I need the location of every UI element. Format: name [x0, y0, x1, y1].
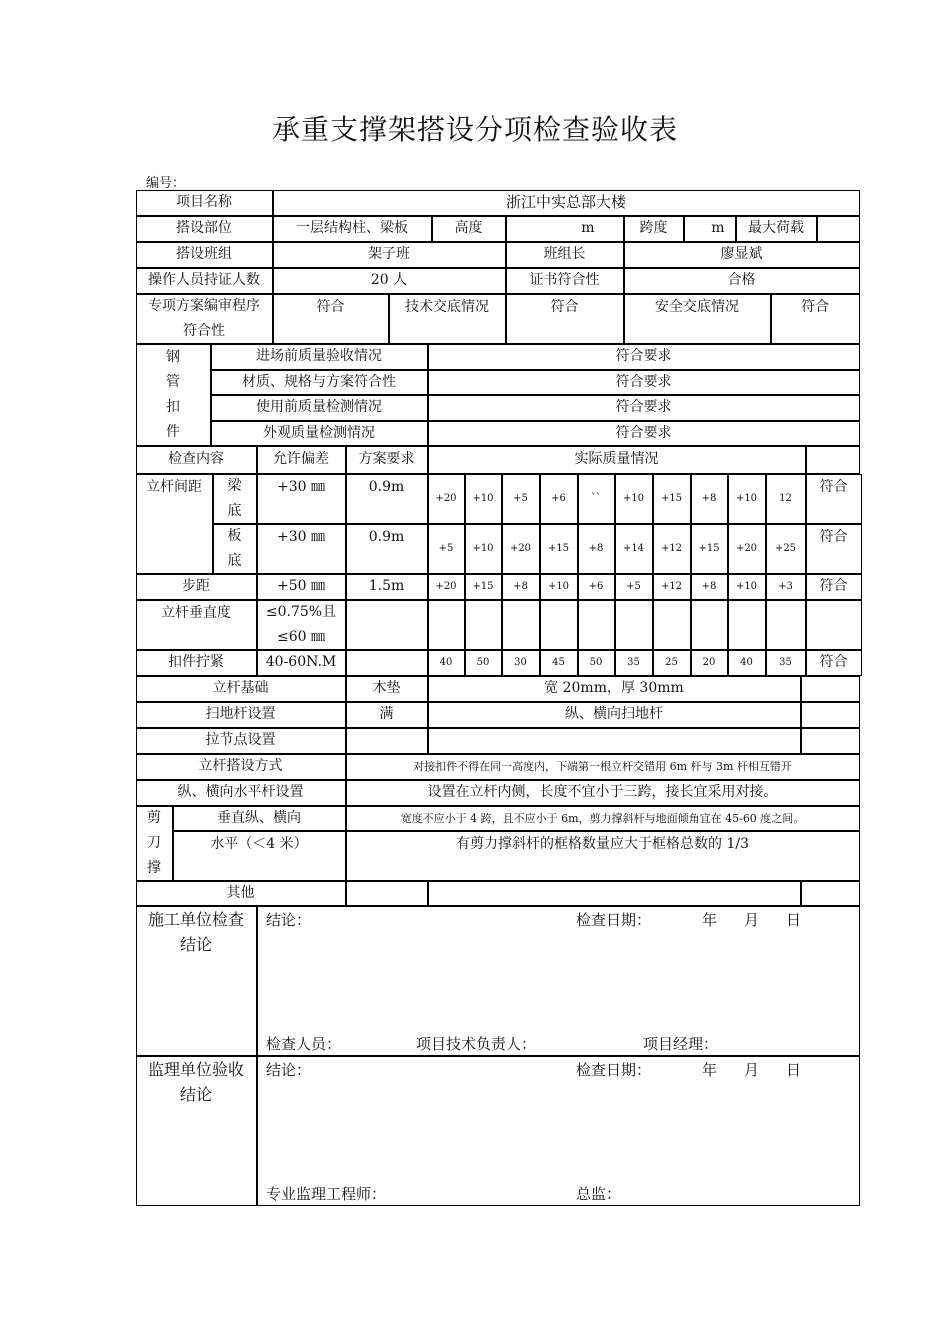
torque-label: 扣件拧紧 — [136, 650, 257, 676]
col-actual-header: 实际质量情况 — [428, 446, 806, 474]
beam-bottom-label — [213, 474, 257, 524]
measured-value-cell: +10 — [728, 474, 766, 524]
supervision-conclusion-label: 结论： — [266, 1061, 312, 1079]
steel-char: 钢 — [166, 348, 180, 365]
page-title: 承重支撑架搭设分项检查验收表 — [271, 113, 678, 146]
measured-value-cell: +5 — [428, 524, 465, 574]
verticality-plan — [346, 600, 428, 650]
measured-value-cell: +8 — [578, 524, 615, 574]
construction-label-line2: 结论 — [179, 934, 212, 954]
leader-value: 廖显斌 — [624, 242, 860, 268]
construction-conclusion-box — [257, 906, 860, 1056]
measured-value-cell: +10 — [615, 474, 653, 524]
height-unit: m — [506, 216, 624, 242]
measured-value-cell: 45 — [540, 650, 578, 676]
measured-value-cell: 20 — [691, 650, 728, 676]
supervision-year: 年 — [702, 1061, 718, 1079]
safety-briefing-value: 符合 — [771, 294, 860, 344]
sweep-desc: 纵、横向扫地杆 — [428, 702, 801, 728]
steel-result: 符合要求 — [428, 421, 860, 446]
steel-item: 材质、规格与方案符合性 — [211, 370, 428, 395]
construction-unit-label — [136, 906, 257, 1056]
step-label: 步距 — [136, 574, 257, 600]
supervision-day: 日 — [786, 1061, 802, 1079]
measured-value-cell: +20 — [502, 524, 540, 574]
torque-plan — [346, 650, 428, 676]
brace-horizontal-label: 水平（＜4 米） — [173, 831, 346, 881]
measured-value-cell: +15 — [465, 574, 502, 600]
verticality-tolerance-line2: ≤60 ㎜ — [277, 628, 325, 645]
steel-char: 扣 — [166, 398, 180, 415]
leader-label: 班组长 — [506, 242, 624, 268]
step-result: 符合 — [806, 574, 862, 600]
measured-value-cell: +25 — [766, 524, 806, 574]
measured-value-cell: +5 — [502, 474, 540, 524]
verticality-label: 立杆垂直度 — [136, 600, 257, 650]
certified-label: 操作人员持证人数 — [136, 268, 273, 294]
supervision-unit-label — [136, 1056, 257, 1206]
beam-plan: 0.9m — [346, 474, 428, 524]
brace-vertical-label: 垂直纵、横向 — [173, 806, 346, 831]
project-name-label: 项目名称 — [136, 190, 273, 216]
other-label: 其他 — [136, 881, 346, 906]
measured-value-cell — [691, 600, 728, 650]
measured-value-cell — [653, 600, 691, 650]
foundation-type: 木垫 — [346, 676, 428, 702]
supervision-label-line1: 监理单位验收 — [147, 1059, 244, 1079]
team-label: 搭设班组 — [136, 242, 273, 268]
measured-value-cell: 25 — [653, 650, 691, 676]
steel-item: 外观质量检测情况 — [211, 421, 428, 446]
brace-vertical-desc: 宽度不应小于 4 跨，且不应小于 6m，剪力撑斜杆与地面倾角宜在 45-60 度之间。 — [346, 806, 860, 831]
construction-label-line1: 施工单位检查 — [147, 909, 244, 929]
measured-value-cell: 12 — [766, 474, 806, 524]
certified-value: 20 人 — [273, 268, 506, 294]
pole-spacing-label: 立杆间距 — [136, 474, 213, 574]
location-value: 一层结构柱、梁板 — [273, 216, 432, 242]
construction-conclusion-label: 结论： — [266, 911, 312, 929]
measured-value-cell: +8 — [691, 474, 728, 524]
project-manager-label: 项目经理： — [643, 1035, 719, 1053]
measured-value-cell — [766, 600, 806, 650]
measured-value-cell — [428, 600, 465, 650]
sweep-type: 满 — [346, 702, 428, 728]
measured-value-cell: 50 — [465, 650, 502, 676]
measured-value-cell: +3 — [766, 574, 806, 600]
steel-item: 进场前质量验收情况 — [211, 344, 428, 370]
tech-lead-label: 项目技术负责人： — [416, 1035, 537, 1053]
steel-result: 符合要求 — [428, 395, 860, 421]
measured-value-cell — [615, 600, 653, 650]
sweep-result — [801, 702, 860, 728]
verticality-tolerance-line1: ≤0.75%且 — [265, 603, 337, 620]
steel-char: 件 — [166, 423, 180, 440]
steel-result: 符合要求 — [428, 370, 860, 395]
measured-value-cell: +8 — [502, 574, 540, 600]
slab-char: 底 — [227, 552, 242, 569]
team-value: 架子班 — [273, 242, 506, 268]
supervision-date-label: 检查日期： — [576, 1061, 652, 1079]
measured-value-cell: +15 — [540, 524, 578, 574]
steel-item: 使用前质量检测情况 — [211, 395, 428, 421]
max-load-value — [817, 216, 860, 242]
construction-year: 年 — [702, 911, 718, 929]
plan-approval-value: 符合 — [273, 294, 389, 344]
col-plan-header: 方案要求 — [346, 446, 428, 474]
tech-briefing-label: 技术交底情况 — [389, 294, 506, 344]
torque-tolerance: 40-60N.M — [257, 650, 346, 676]
slab-plan: 0.9m — [346, 524, 428, 574]
measured-value-cell: +10 — [540, 574, 578, 600]
torque-result: 符合 — [806, 650, 862, 676]
supervision-label-line2: 结论 — [179, 1084, 212, 1104]
measured-value-cell — [502, 600, 540, 650]
tie-label: 拉节点设置 — [136, 728, 346, 754]
measured-value-cell: +10 — [465, 474, 502, 524]
tie-desc — [428, 728, 801, 754]
serial-number-label: 编号： — [146, 176, 186, 191]
step-plan: 1.5m — [346, 574, 428, 600]
col-content-header: 检查内容 — [136, 446, 257, 474]
measured-value-cell — [578, 600, 615, 650]
measured-value-cell: 30 — [502, 650, 540, 676]
measured-value-cell: +12 — [653, 524, 691, 574]
measured-value-cell — [728, 600, 766, 650]
measured-value-cell: +15 — [653, 474, 691, 524]
foundation-desc: 宽 20mm，厚 30mm — [428, 676, 801, 702]
verticality-tolerance — [257, 600, 346, 650]
measured-value-cell: +20 — [428, 574, 465, 600]
inspector-label: 检查人员： — [266, 1035, 342, 1053]
measured-value-cell: +10 — [728, 574, 766, 600]
project-name-value: 浙江中实总部大楼 — [273, 190, 860, 216]
brace-char: 剪 — [147, 809, 161, 826]
steel-result: 符合要求 — [428, 344, 860, 370]
step-tolerance: +50 ㎜ — [257, 574, 346, 600]
other-result — [801, 881, 860, 906]
span-unit: m — [684, 216, 736, 242]
horizontal-label: 纵、横向水平杆设置 — [136, 780, 346, 806]
brace-horizontal-desc: 有剪力撑斜杆的框格数量应大于框格总数的 1/3 — [346, 831, 860, 881]
measured-value-cell: +20 — [728, 524, 766, 574]
steel-char: 管 — [166, 373, 180, 390]
steel-fastener-label — [136, 344, 211, 446]
measured-value-cell: +10 — [465, 524, 502, 574]
other-type — [346, 881, 428, 906]
measured-value-cell: 35 — [766, 650, 806, 676]
col-tolerance-header: 允许偏差 — [257, 446, 346, 474]
measured-value-cell — [465, 600, 502, 650]
foundation-result — [801, 676, 860, 702]
other-desc — [428, 881, 801, 906]
measured-value-cell: 35 — [615, 650, 653, 676]
cert-match-label: 证书符合性 — [506, 268, 624, 294]
construction-day: 日 — [786, 911, 802, 929]
span-label: 跨度 — [624, 216, 684, 242]
measured-value-cell: 50 — [578, 650, 615, 676]
erect-desc: 对接扣件不得在同一高度内，下端第一根立杆交错用 6m 杆与 3m 杆相互错开 — [346, 754, 860, 780]
supervision-engineer-label: 专业监理工程师： — [266, 1185, 387, 1203]
erect-label: 立杆搭设方式 — [136, 754, 346, 780]
slab-char: 板 — [227, 527, 242, 544]
measured-value-cell: +12 — [653, 574, 691, 600]
foundation-label: 立杆基础 — [136, 676, 346, 702]
measured-value-cell: +20 — [428, 474, 465, 524]
plan-approval-label-line1: 专项方案编审程序 — [148, 297, 260, 314]
tie-result — [801, 728, 860, 754]
slab-bottom-label — [213, 524, 257, 574]
beam-char: 梁 — [227, 477, 242, 494]
measured-value-cell: +14 — [615, 524, 653, 574]
sweep-label: 扫地杆设置 — [136, 702, 346, 728]
measured-value-cell: 40 — [728, 650, 766, 676]
plan-approval-label — [136, 294, 273, 344]
measured-value-cell: +8 — [691, 574, 728, 600]
beam-result: 符合 — [806, 474, 862, 524]
beam-tolerance: +30 ㎜ — [257, 474, 346, 524]
scissor-brace-label — [136, 806, 173, 881]
measured-value-cell: 40 — [428, 650, 465, 676]
measured-value-cell: +15 — [691, 524, 728, 574]
brace-char: 刀 — [147, 834, 161, 851]
construction-month: 月 — [744, 911, 760, 929]
construction-date-label: 检查日期： — [576, 911, 652, 929]
measured-value-cell: +6 — [540, 474, 578, 524]
safety-briefing-label: 安全交底情况 — [624, 294, 771, 344]
supervision-month: 月 — [744, 1061, 760, 1079]
tech-briefing-value: 符合 — [506, 294, 624, 344]
slab-tolerance: +30 ㎜ — [257, 524, 346, 574]
measured-value-cell: `` — [578, 474, 615, 524]
max-load-label: 最大荷载 — [736, 216, 817, 242]
location-label: 搭设部位 — [136, 216, 273, 242]
cert-match-value: 合格 — [624, 268, 860, 294]
measured-value-cell: +5 — [615, 574, 653, 600]
slab-result: 符合 — [806, 524, 862, 574]
chief-supervisor-label: 总监： — [576, 1185, 622, 1203]
height-label: 高度 — [432, 216, 506, 242]
col-result-header — [806, 446, 860, 474]
plan-approval-label-line2: 符合性 — [183, 322, 225, 339]
brace-char: 撑 — [147, 859, 161, 876]
tie-type — [346, 728, 428, 754]
measured-value-cell — [540, 600, 578, 650]
beam-char: 底 — [227, 502, 242, 519]
verticality-result — [806, 600, 862, 650]
horizontal-desc: 设置在立杆内侧，长度不宜小于三跨，接长宜采用对接。 — [346, 780, 860, 806]
measured-value-cell: +6 — [578, 574, 615, 600]
